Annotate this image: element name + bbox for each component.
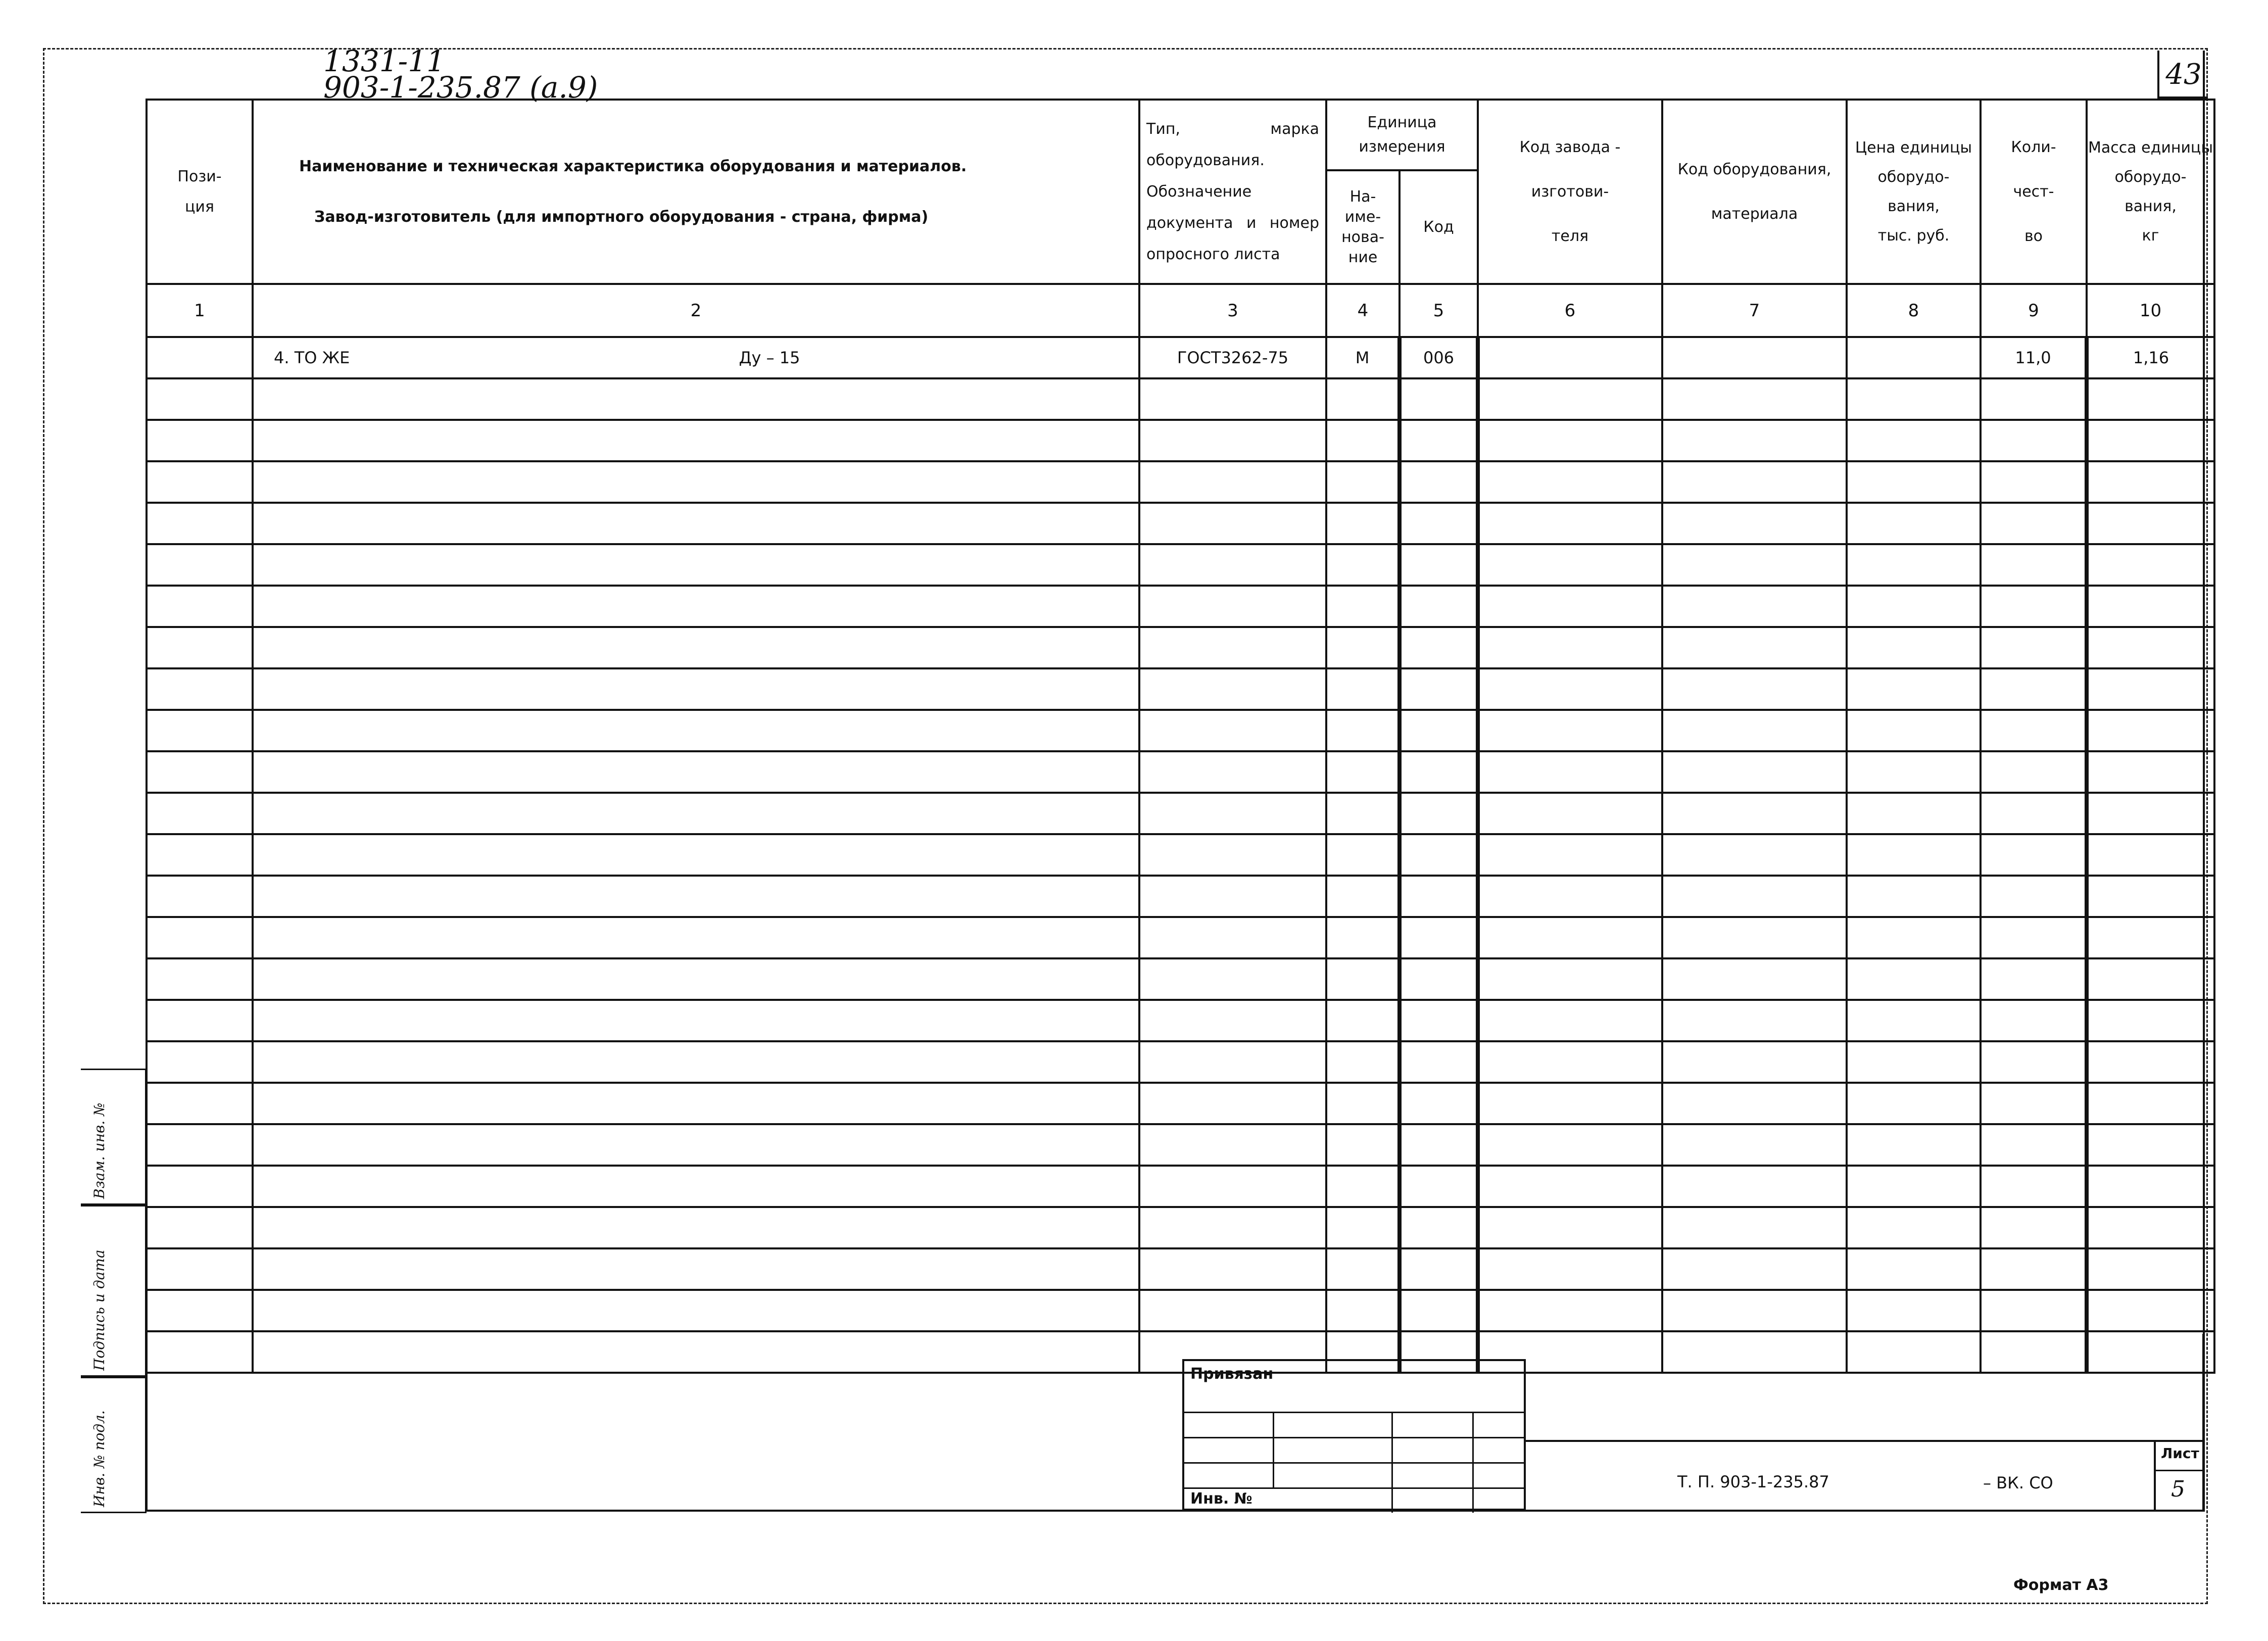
handwritten-number-1: 1331-11 [323, 44, 446, 78]
column-number: 1 [147, 284, 253, 337]
side-stamp-text: Подпись и дата [91, 1249, 108, 1371]
column-number: 8 [1847, 284, 1981, 337]
table-row-empty [147, 917, 2214, 958]
header-unit-name: На- име- нова- ние [1326, 170, 1400, 284]
cell-plant-code [1478, 337, 1662, 378]
table-row-empty [147, 958, 2214, 1000]
right-frame-line [2203, 51, 2205, 1512]
stamp-line [1472, 1412, 1474, 1513]
inv-label: Инв. № [1190, 1490, 1252, 1508]
header-equipment-code: Код оборудования, материала [1662, 100, 1847, 284]
header-price: Цена единицы оборудо- вания, тыс. руб. [1847, 100, 1981, 284]
title-field [1526, 1440, 2162, 1511]
cell-position [147, 337, 253, 378]
header-unit-group: Единица измерения [1326, 100, 1478, 170]
table-row-empty [147, 834, 2214, 876]
header-quantity: Коли- чест- во [1981, 100, 2087, 284]
specification-table [146, 99, 2215, 1374]
side-stamp-cell [81, 1069, 147, 1205]
column-number: 7 [1662, 284, 1847, 337]
table-row-empty [147, 1083, 2214, 1124]
sheet-box [2154, 1440, 2204, 1511]
table-row [147, 337, 2214, 378]
side-stamp-cell [81, 1377, 147, 1513]
table-row-empty [147, 876, 2214, 917]
bound-label: Привязан [1190, 1365, 1274, 1383]
stamp-line [1273, 1412, 1274, 1487]
stamp-line [2156, 1470, 2204, 1471]
column-number: 3 [1139, 284, 1326, 337]
designation-suffix: – ВК. СО [1983, 1473, 2053, 1492]
bound-stamp [1182, 1359, 1526, 1511]
table-row-empty [147, 1166, 2214, 1207]
header-name-line2: Завод-изготовитель (для импортного оборудования - страна, фирма) [314, 208, 929, 226]
table-row-empty [147, 544, 2214, 586]
header-mass: Масса единицы оборудо- вания, кг [2087, 100, 2214, 284]
table-row-empty [147, 461, 2214, 503]
table-row-empty [147, 1248, 2214, 1290]
header-type: Тип, марка оборудования. Обозначение документа и номер опросного листа [1139, 100, 1326, 284]
table-row-empty [147, 668, 2214, 710]
column-number: 10 [2087, 284, 2214, 337]
table-row-empty [147, 793, 2214, 834]
table-row-empty [147, 503, 2214, 544]
table-row-empty [147, 420, 2214, 461]
table-row-empty [147, 710, 2214, 751]
column-number-row [147, 284, 2214, 337]
cell-equipment-code [1662, 337, 1847, 378]
header-name [253, 100, 1139, 284]
page-number: 43 [2157, 51, 2208, 99]
stamp-line [1391, 1412, 1393, 1513]
handwritten-number-2: 903-1-235.87 (а.9) [323, 70, 598, 105]
cell-price [1847, 337, 1981, 378]
cell-unit-name: М [1326, 337, 1400, 378]
cell-name-text: 4. ТО ЖЕ [274, 348, 350, 367]
handwritten-doc-number [323, 44, 598, 105]
column-number: 9 [1981, 284, 2087, 337]
cell-mass: 1,16 [2087, 337, 2214, 378]
cell-name [253, 337, 1139, 378]
sheet-label: Лист [2161, 1445, 2199, 1462]
side-stamp-text: Инв. № подл. [91, 1410, 108, 1507]
column-number: 2 [253, 284, 1139, 337]
column-number: 5 [1400, 284, 1478, 337]
header-name-line1: Наименование и техническая характеристика оборудования и материалов. [299, 157, 967, 175]
header-plant-code: Код завода - изготови- теля [1478, 100, 1662, 284]
header-position: Пози- ция [147, 100, 253, 284]
side-stamp-text: Взам. инв. № [91, 1102, 108, 1199]
cell-type: ГОСТ3262-75 [1139, 337, 1326, 378]
format-label: Формат А3 [2013, 1576, 2109, 1594]
cell-size-text: Ду – 15 [739, 348, 800, 367]
table-row-empty [147, 1000, 2214, 1041]
column-number: 6 [1478, 284, 1662, 337]
column-number: 4 [1326, 284, 1400, 337]
sheet-number: 5 [2171, 1476, 2185, 1502]
table-row-empty [147, 1124, 2214, 1166]
header-unit-code: Код [1400, 170, 1478, 284]
table-row-empty [147, 1290, 2214, 1331]
table-row-empty [147, 1041, 2214, 1083]
cell-quantity: 11,0 [1981, 337, 2087, 378]
cell-unit-code: 006 [1400, 337, 1478, 378]
table-row-empty [147, 586, 2214, 627]
table-row-empty [147, 1207, 2214, 1248]
table-row-empty [147, 378, 2214, 420]
table-row-empty [147, 627, 2214, 668]
table-row-empty [147, 751, 2214, 793]
side-stamp [81, 1069, 147, 1513]
side-stamp-cell [81, 1205, 147, 1377]
designation: Т. П. 903-1-235.87 [1677, 1472, 1829, 1491]
